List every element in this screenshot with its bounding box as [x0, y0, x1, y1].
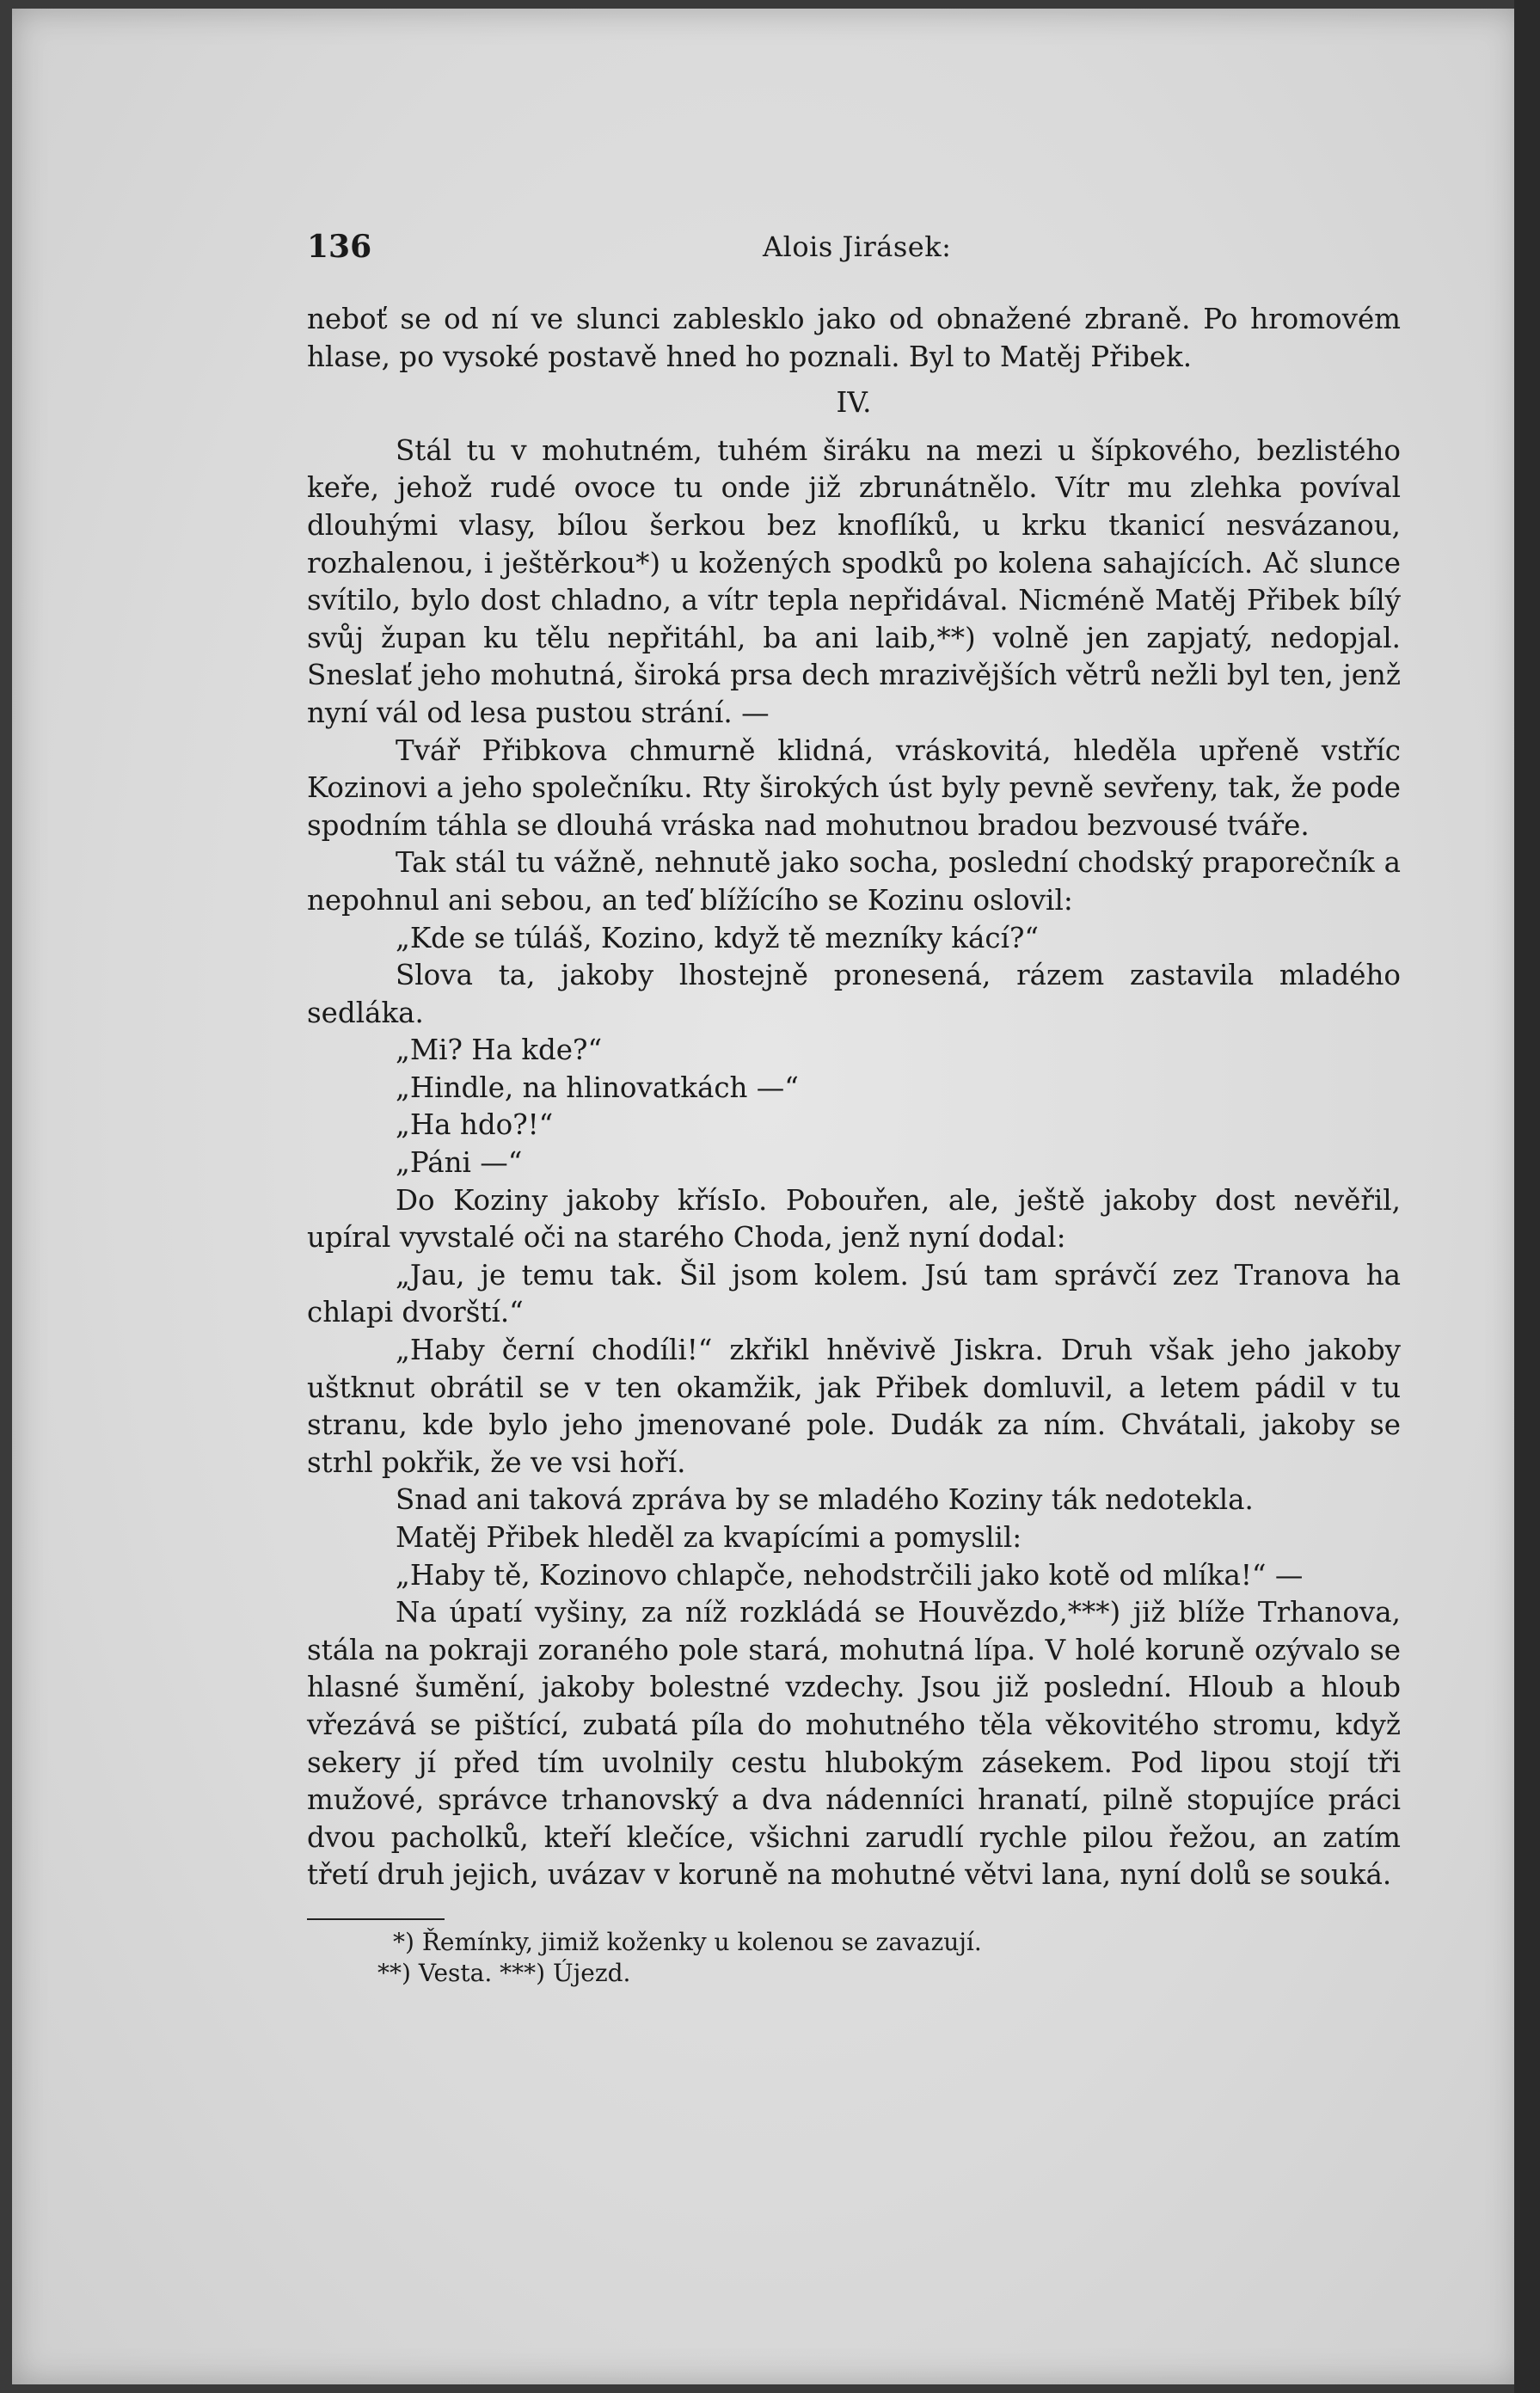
scan-edge	[1514, 0, 1540, 2393]
page-number: 136	[307, 229, 372, 265]
section-heading: IV.	[836, 386, 872, 420]
paragraph: „Haby černí chodíli!“ zkřikl hněvivě Jiskra. Druh však jeho jakoby uštknut obrátil se v ten okamžik, jak Přibek domluvil, a letem pádil v tu stranu, kde bylo jeho jmenované pole. Dudák za ním. Chvátali, jakoby se strhl pokřik, že ve vsi hoří.	[307, 1334, 1401, 1479]
running-head: Alois Jirásek:	[763, 230, 952, 263]
footnote-2: **) Vesta. ***) Újezd.	[377, 1958, 631, 1987]
dialogue-line: „Kde se túláš, Kozino, když tě mezníky kácí?“	[396, 921, 1040, 954]
dialogue-line: „Jau, je temu tak. Šil jsom kolem. Jsú tam správčí zez Tranova ha chlapi dvorští.“	[307, 1258, 1401, 1329]
dialogue-line: „Hindle, na hlinovatkách —“	[396, 1071, 799, 1104]
dialogue-line: „Mi? Ha kde?“	[396, 1034, 603, 1067]
paragraph: Na úpatí vyšiny, za níž rozkládá se Houvězdo,***) již blíže Trhanova, stála na pokraji zoraného pole stará, mohutná lípa. V holé koruně ozývalo se hlasné šumění, jakoby bolestné vzdechy. Jsou již poslední. Hloub a hloub vřezává se pištící, zubatá píla do mohutného těla věkovitého stromu, když sekery jí před tím uvolnily cestu hlubokým zásekem. Pod lipou stojí tři mužové, správce trhanovský a dva nádenníci hranatí, pilně stopujíce práci dvou pacholků, kteří klečíce, všichni zarudlí rychle pilou řežou, an zatím třetí druh jejich, uvázav v koruně na mohutné větvi lana, nyní dolů se souká.	[307, 1596, 1401, 1892]
paragraph: Tvář Přibkova chmurně klidná, vráskovitá, hleděla upřeně vstříc Kozinovi a jeho společníku. Rty širokých úst byly pevně sevřeny, tak, že pode spodním táhla se dlouhá vráska nad mohutnou bradou bezvousé tváře.	[307, 733, 1401, 842]
paragraph: Do Koziny jakoby křísIo. Pobouřen, ale, ještě jakoby dost nevěřil, upíral vyvstalé oči na starého Choda, jenž nyní dodal:	[307, 1183, 1401, 1255]
dialogue-line: „Páni —“	[396, 1146, 523, 1180]
dialogue-line: „Ha hdo?!“	[396, 1108, 554, 1142]
footnote-rule	[307, 1918, 445, 1920]
dialogue-line: „Haby tě, Kozinovo chlapče, nehodstrčili jako kotě od mlíka!“ —	[396, 1558, 1304, 1592]
paragraph: neboť se od ní ve slunci zablesklo jako od obnažené zbraně. Po hromovém hlase, po vysoké postavě hned ho poznali. Byl to Matěj Přibek.	[307, 303, 1401, 373]
paragraph: Stál tu v mohutném, tuhém širáku na mezi u šípkového, bezlistého keře, jehož rudé ovoce tu onde již zbrunátnělo. Vítr mu zlehka povíval dlouhými vlasy, bílou šerkou bez knoflíků, u krku tkanicí nesvázanou, rozhalenou, i ještěrkou*) u kožených spodků po kolena sahajících. Ač slunce svítilo, bylo dost chladno, a vítr tepla nepřidával. Nicméně Matěj Přibek bílý svůj župan ku tělu nepřitáhl, ba ani laib,**) volně jen zapjatý, nedopjal. Sneslať jeho mohutná, široká prsa dech mrazivějších větrů nežli byl ten, jenž nyní vál od lesa pustou strání. —	[307, 433, 1401, 729]
footnotes	[307, 1918, 1401, 1989]
paragraph: Slova ta, jakoby lhostejně pronesená, rázem zastavila mladého sedláka.	[307, 959, 1401, 1029]
paragraph: Snad ani taková zpráva by se mladého Koziny ták nedotekla.	[396, 1483, 1254, 1517]
footnote-1: *) Řemínky, jimiž koženky u kolenou se zavazují.	[393, 1927, 982, 1956]
book-page	[12, 9, 1521, 2384]
paragraph: Matěj Přibek hleděl za kvapícími a pomyslil:	[396, 1521, 1022, 1554]
paragraph: Tak stál tu vážně, nehnutě jako socha, poslední chodský praporečník a nepohnul ani sebou, an teď blížícího se Kozinu oslovil:	[307, 846, 1401, 917]
page-header	[307, 206, 1401, 301]
page-text-block	[307, 206, 1401, 1989]
